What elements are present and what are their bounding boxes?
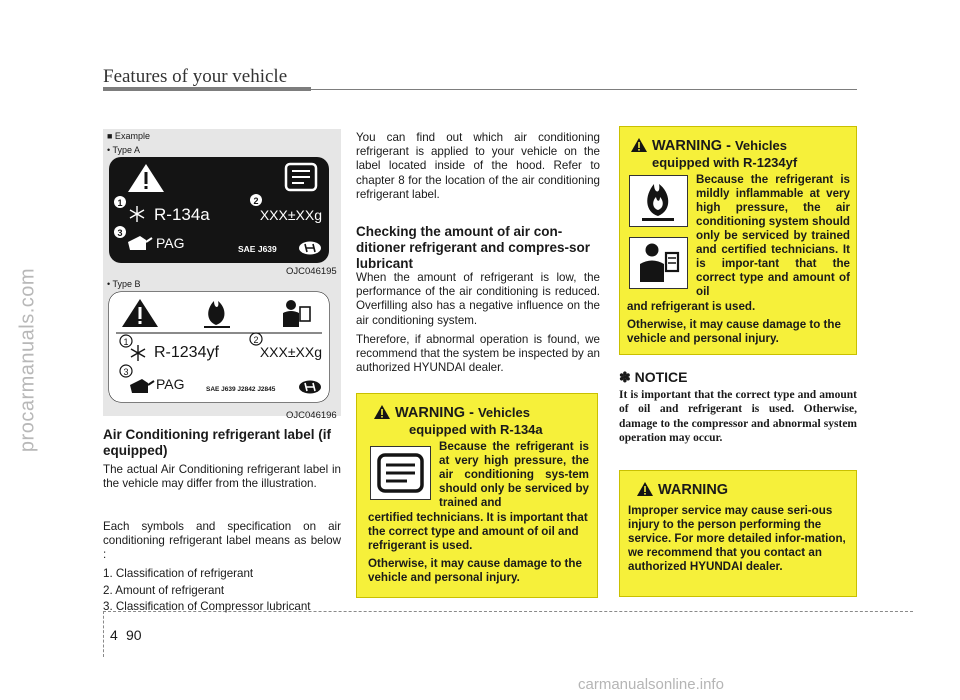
lubricant-type-text: PAG (156, 376, 185, 392)
marker-1-text: 1 (117, 198, 123, 208)
ac-label-heading: Air Conditioning refrigerant label (if equipped) (103, 427, 332, 458)
warning-triangle-icon (373, 404, 391, 420)
side-watermark (8, 180, 48, 540)
refrigerant-type-text: R-134a (154, 205, 210, 224)
refrigerant-label-type-b (108, 291, 330, 403)
page-header-title: Features of your vehicle (103, 66, 288, 87)
warning-title-text: WARNING - (395, 405, 474, 421)
list-item: 3. Classification of Compressor lubricant (103, 600, 311, 613)
service-manual-icon-box (370, 446, 431, 500)
checking-amount-paragraph-1: When the amount of refrigerant is low, the performance of the air conditioning is reduced. Overfilling also has a negative influence on the air conditioning system. (356, 271, 600, 327)
marker-3-text: 3 (117, 228, 123, 238)
type-b-label: • Type B (107, 279, 141, 289)
marker-2-text: 2 (253, 196, 259, 206)
warning-subtitle-1: Vehicles (477, 405, 531, 420)
marker-2-icon (250, 194, 262, 206)
technician-icon-box (629, 237, 688, 289)
figure-code-a: OJC046195 (286, 266, 337, 277)
refrigerant-type-text: R-1234yf (154, 344, 219, 361)
warning-triangle-icon (636, 481, 654, 497)
warning-text-beside: Because the refrigerant is at very high pressure, the air conditioning sys-tem should only be serviced by trained and (439, 440, 589, 509)
flame-icon-box (629, 175, 688, 227)
warning-subtitle-2: equipped with R-134a (409, 422, 543, 437)
hyundai-logo-icon (299, 242, 321, 255)
footer-divider (103, 611, 104, 657)
type-a-label: • Type A (107, 145, 141, 155)
chapter-number: 4 (110, 627, 118, 643)
notice-title: ✽ NOTICE (619, 369, 688, 385)
list-item: 1. Classification of refrigerant (103, 567, 254, 580)
sae-standard-text: SAE J639 (238, 244, 277, 254)
warning-title-text: WARNING - (652, 138, 731, 154)
marker-1-icon (114, 196, 126, 208)
header-rule (311, 89, 857, 90)
warning-box-service (619, 470, 857, 597)
figure-code-b: OJC046196 (286, 410, 337, 421)
example-label: ■ Example (107, 131, 150, 141)
warning-subtitle-2: equipped with R-1234yf (652, 155, 798, 170)
header-bar (103, 87, 311, 91)
warning-text-beside: Because the refrigerant is mildly inflammable at very high pressure, the air conditioning system should only be serviced by trained and certified technicians. It is impor-tant that the correct type and amount of oil (696, 173, 850, 298)
warning-triangle-icon (630, 137, 648, 153)
sae-standard-text: SAE J639 J2842 J2845 (206, 386, 276, 393)
technician-icon (630, 238, 687, 288)
warning-box-r134a (356, 393, 598, 598)
refrigerant-location-paragraph: You can find out which air conditioning refrigerant is applied to your vehicle on the label located inside of the hood. Refer to chapter 8 for the location of the air conditioning refrigerant label. (356, 131, 600, 201)
side-watermark-text: procarmanuals.com (16, 267, 39, 453)
ac-label-symbols-intro: Each symbols and specification on air conditioning refrigerant label means as below : (103, 520, 341, 562)
list-item: 2. Amount of refrigerant (103, 583, 225, 597)
ac-label-intro: The actual Air Conditioning refrigerant label in the vehicle may differ from the illustration. (103, 463, 341, 491)
page-number: 90 (126, 627, 142, 643)
marker-3-icon (114, 226, 126, 238)
warning-box-r1234yf (619, 126, 857, 355)
warning-text-final: Otherwise, it may cause damage to the vehicle and personal injury. (368, 557, 582, 584)
lubricant-type-text: PAG (156, 235, 185, 251)
warning-title (652, 138, 787, 154)
ac-label-symbols-list (103, 566, 343, 616)
service-manual-icon (371, 447, 430, 499)
warning-title (395, 405, 530, 421)
refrigerant-amount-text: XXX±XXg (259, 344, 322, 360)
warning-text-final: Otherwise, it may cause damage to the vehicle and personal injury. (627, 318, 841, 345)
flame-icon (630, 176, 687, 226)
warning-title-text: WARNING (658, 482, 729, 498)
marker-1-text: 1 (123, 337, 129, 347)
warning-subtitle-1: Vehicles (734, 138, 788, 153)
checking-amount-paragraph-2: Therefore, if abnormal operation is found, we recommend that the system be inspected by an authorized HYUNDAI dealer. (356, 333, 600, 375)
refrigerant-label-type-a (108, 156, 330, 264)
bottom-watermark: carmanualsonline.info (578, 676, 724, 693)
marker-2-text: 2 (253, 335, 259, 345)
hyundai-logo-icon (299, 381, 321, 394)
warning-text-below: certified technicians. It is important that the correct type and amount of oil and refrigerant is used. (368, 511, 588, 552)
warning-text-below: and refrigerant is used. (627, 300, 756, 313)
marker-3-text: 3 (123, 367, 129, 377)
warning-text: Improper service may cause seri-ous injury to the person performing the service. For more detailed infor-mation, we recommend that you contact an authorized HYUNDAI dealer. (628, 504, 846, 573)
refrigerant-amount-text: XXX±XXg (259, 207, 322, 223)
checking-amount-heading: Checking the amount of air con-ditioner refrigerant and compres-sor lubricant (356, 224, 591, 271)
notice-text: It is important that the correct type and amount of oil and refrigerant is used. Otherwise, damage to the compressor and abnormal system operation may occur. (619, 389, 857, 444)
